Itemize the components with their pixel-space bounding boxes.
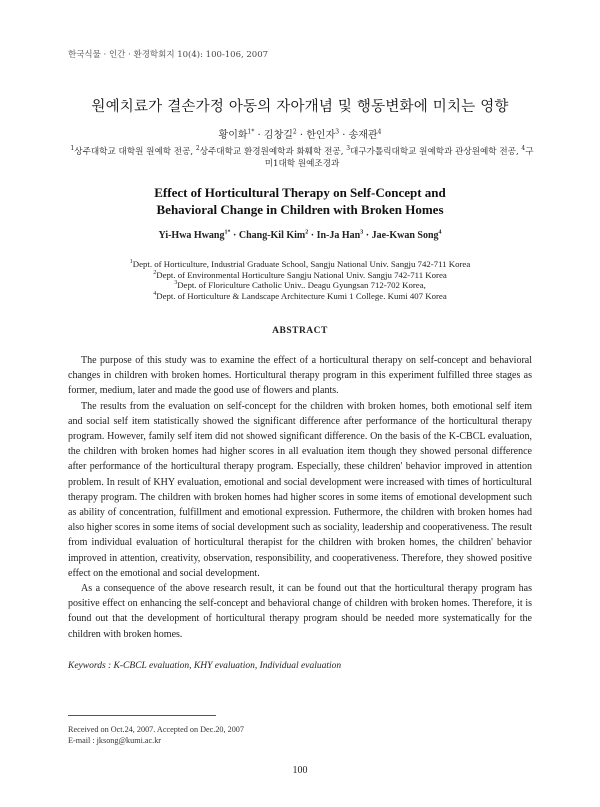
title-line: Behavioral Change in Children with Broken Homes xyxy=(156,202,444,217)
title-line: Effect of Horticultural Therapy on Self-Concept and xyxy=(154,185,446,200)
page-number: 100 xyxy=(292,765,308,776)
english-authors xyxy=(0,230,600,241)
affil-text: 상주대학교 대학원 원예학 전공, xyxy=(74,147,196,157)
author-mark: 2 xyxy=(305,229,309,236)
affil-mark: 4 xyxy=(153,290,157,297)
affil-text: 상주대학교 환경원예학과 화훼학 전공, xyxy=(199,147,347,157)
abstract-paragraph: The results from the evaluation on self-concept for the children with broken homes, both emotional self item and social self item statistically showed the significant difference after performance of the horticultural therapy program. However, family self item did not showed significant difference. On the basis of the K-CBCL evaluation, the children with broken homes had higher scores in all evaluation item though they showed personal difference after performance of the horticultural therapy program. Especially, these children' behavior improved in attention problem. In result of KHY evaluation, emotional and social development were increased with times of horticultural therapy program. The children with broken homes had higher scores in some items of emotional development such as ability of concentration, fulfillment and emotional expression. Futhermore, the children with broken homes had also higher scores in some items of social development such as sociality, leadership and cooperativeness. The result from individual evaluation of horticultural therapist for the children with broken homes, the children' behavior improved in attention, creativity, observation, responsibility, and cooperativeness. Therefore, they showed positive effect on the emotional and social development. xyxy=(68,400,532,579)
author-separator: · xyxy=(296,130,307,141)
affil-text: Dept. of Horticulture & Landscape Architecture Kumi 1 College. Kumi 407 Korea xyxy=(156,290,447,301)
author-name: 송재관 xyxy=(348,130,378,141)
affil-line xyxy=(0,270,600,281)
journal-citation: 한국식물 · 인간 · 환경학회지 10(4): 100-106, 2007 xyxy=(68,50,269,60)
author-mark: 1* xyxy=(247,128,255,136)
abstract-paragraph: The purpose of this study was to examine the effect of a horticultural therapy on self-concept and behavioral changes in children with broken homes. Horticultural therapy program in this experiment fulfilled three stages as former, medium, later and made the good use of flowers and plants. xyxy=(68,355,532,397)
author-mark: 2 xyxy=(292,128,297,136)
author-separator: · xyxy=(339,130,349,141)
korean-title: 원예치료가 결손가정 아동의 자아개념 및 행동변화에 미치는 영향 xyxy=(91,99,509,115)
english-title xyxy=(0,184,600,218)
author-name: Chang-Kil Kim xyxy=(238,230,306,241)
affil-line xyxy=(0,291,600,302)
author-separator: · xyxy=(254,130,264,141)
affil-text: Dept. of Environmental Horticulture Sangju National Univ. Sangju 742-711 Korea xyxy=(156,269,447,280)
author-separator: · xyxy=(308,230,317,241)
affil-text: 대구가톨릭대학교 원예학과 관상원예학 전공, xyxy=(350,147,522,157)
author-separator: · xyxy=(230,230,239,241)
affil-mark: 3 xyxy=(346,145,351,153)
abstract-heading: ABSTRACT xyxy=(272,326,328,336)
affil-mark: 4 xyxy=(521,145,526,153)
author-name: 황이화 xyxy=(218,130,248,141)
korean-affiliations xyxy=(70,146,534,170)
author-name: 한인자 xyxy=(306,130,336,141)
received-date: Received on Oct.24, 2007. Accepted on Dec.20, 2007 xyxy=(68,725,244,734)
author-name: In-Ja Han xyxy=(316,230,361,241)
affil-text: Dept. of Floriculture Catholic Univ.. Deagu Gyungsan 712-702 Korea, xyxy=(177,280,426,290)
author-mark: 1* xyxy=(224,229,231,236)
author-separator: · xyxy=(363,230,372,241)
affil-mark: 1 xyxy=(70,145,75,153)
author-mark: 3 xyxy=(360,229,364,236)
english-affiliations xyxy=(0,259,600,301)
footnote-divider xyxy=(68,715,216,716)
affil-line xyxy=(0,259,600,270)
affil-mark: 1 xyxy=(129,259,133,266)
keywords: Keywords : K-CBCL evaluation, KHY evaluation, Individual evaluation xyxy=(68,661,342,671)
korean-authors xyxy=(0,126,600,141)
author-mark: 4 xyxy=(438,229,442,236)
abstract-body xyxy=(68,353,532,642)
author-name: Yi-Hwa Hwang xyxy=(158,230,225,241)
affil-text: Dept. of Horticulture, Industrial Graduate School, Sangju National Univ. Sangju 742-711 Korea xyxy=(132,259,471,269)
footnote xyxy=(68,724,244,746)
author-mark: 3 xyxy=(335,128,340,136)
contact-email: E-mail : jksong@kumi.ac.kr xyxy=(68,736,162,745)
abstract-paragraph: As a consequence of the above research result, it can be found out that the horticultural therapy program has positive effect on enhancing the self-concept and behavioral change of children with broken homes. Therefore, it is found out that the development of horticultural therapy program should be needed more systematically for the children with broken homes. xyxy=(68,583,532,640)
affil-text: 구미1대학 원예조경과 xyxy=(264,147,534,169)
affil-line xyxy=(0,280,600,291)
author-name: Jae-Kwan Song xyxy=(371,230,439,241)
author-name: 김창길 xyxy=(263,130,293,141)
affil-mark: 2 xyxy=(153,269,157,276)
affil-mark: 2 xyxy=(195,145,200,153)
author-mark: 4 xyxy=(377,128,382,136)
affil-mark: 3 xyxy=(174,280,178,287)
